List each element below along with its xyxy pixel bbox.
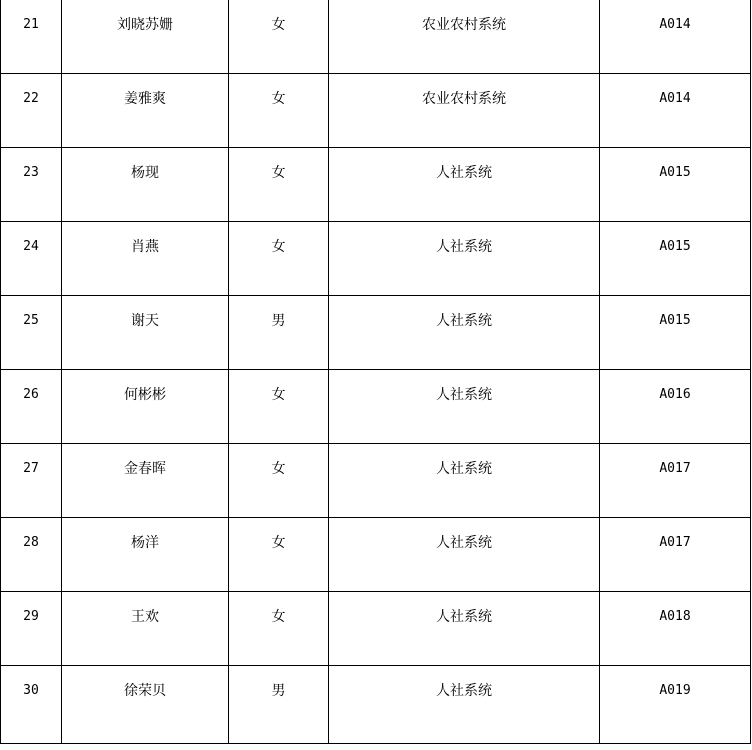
cell-name-text: 金春晖 — [124, 461, 166, 477]
cell-sex — [229, 74, 329, 148]
cell-name — [62, 222, 229, 296]
cell-code — [600, 148, 751, 222]
table-row — [1, 518, 751, 592]
cell-code — [600, 592, 751, 666]
cell-sex — [229, 592, 329, 666]
cell-number-text: 30 — [23, 683, 39, 698]
cell-number-text: 27 — [23, 461, 39, 476]
table-row — [1, 592, 751, 666]
cell-system — [329, 296, 600, 370]
cell-name-text: 姜雅爽 — [124, 91, 166, 107]
cell-number-text: 29 — [23, 609, 39, 624]
cell-name-text: 王欢 — [131, 609, 159, 625]
cell-sex-text: 女 — [271, 17, 286, 33]
cell-sex — [229, 148, 329, 222]
cell-system-text: 人社系统 — [436, 461, 492, 477]
cell-number — [1, 0, 62, 74]
cell-name-text: 肖燕 — [131, 239, 159, 255]
cell-code-text: A017 — [659, 461, 691, 476]
cell-name-text: 何彬彬 — [124, 387, 166, 403]
cell-name — [62, 74, 229, 148]
cell-system-text: 人社系统 — [436, 387, 492, 403]
cell-sex-text: 女 — [271, 609, 286, 625]
cell-code — [600, 518, 751, 592]
cell-system — [329, 666, 600, 744]
cell-sex — [229, 444, 329, 518]
cell-sex — [229, 518, 329, 592]
cell-number — [1, 592, 62, 666]
table-row — [1, 444, 751, 518]
cell-code — [600, 666, 751, 744]
cell-name — [62, 296, 229, 370]
cell-sex — [229, 0, 329, 74]
cell-system-text: 人社系统 — [436, 313, 492, 329]
cell-name-text: 徐荣贝 — [124, 683, 166, 699]
table-row — [1, 0, 751, 74]
cell-number — [1, 222, 62, 296]
cell-code-text: A018 — [659, 609, 691, 624]
cell-system-text: 农业农村系统 — [422, 17, 506, 33]
cell-system-text: 人社系统 — [436, 239, 492, 255]
cell-sex — [229, 296, 329, 370]
cell-sex — [229, 222, 329, 296]
cell-code-text: A016 — [659, 387, 691, 402]
cell-sex-text: 女 — [271, 91, 286, 107]
table-row — [1, 370, 751, 444]
cell-number — [1, 370, 62, 444]
table-row — [1, 296, 751, 370]
table-row — [1, 74, 751, 148]
cell-number — [1, 148, 62, 222]
table-row — [1, 222, 751, 296]
cell-code-text: A015 — [659, 313, 691, 328]
cell-name — [62, 666, 229, 744]
cell-sex-text: 女 — [271, 165, 286, 181]
cell-sex-text: 男 — [271, 313, 286, 329]
cell-name — [62, 518, 229, 592]
cell-system — [329, 74, 600, 148]
cell-number-text: 28 — [23, 535, 39, 550]
cell-number — [1, 444, 62, 518]
cell-number — [1, 666, 62, 744]
cell-code — [600, 222, 751, 296]
cell-number-text: 25 — [23, 313, 39, 328]
cell-system-text: 人社系统 — [436, 683, 492, 699]
cell-number-text: 23 — [23, 165, 39, 180]
cell-sex-text: 男 — [271, 683, 286, 699]
cell-code — [600, 370, 751, 444]
cell-number-text: 26 — [23, 387, 39, 402]
cell-name-text: 刘晓苏姗 — [117, 17, 173, 33]
cell-number — [1, 296, 62, 370]
cell-code-text: A019 — [659, 683, 691, 698]
cell-name-text: 谢天 — [131, 313, 159, 329]
cell-code-text: A015 — [659, 165, 691, 180]
cell-system-text: 人社系统 — [436, 535, 492, 551]
cell-name — [62, 148, 229, 222]
cell-system — [329, 0, 600, 74]
cell-system-text: 人社系统 — [436, 609, 492, 625]
cell-number-text: 24 — [23, 239, 39, 254]
cell-code — [600, 74, 751, 148]
table-row — [1, 666, 751, 744]
cell-sex-text: 女 — [271, 387, 286, 403]
cell-name — [62, 370, 229, 444]
cell-system — [329, 222, 600, 296]
cell-name — [62, 592, 229, 666]
cell-system — [329, 444, 600, 518]
cell-number-text: 22 — [23, 91, 39, 106]
cell-sex-text: 女 — [271, 535, 286, 551]
cell-number — [1, 74, 62, 148]
cell-code — [600, 444, 751, 518]
cell-name-text: 杨洋 — [131, 535, 159, 551]
cell-system-text: 农业农村系统 — [422, 91, 506, 107]
cell-name — [62, 444, 229, 518]
table-row — [1, 148, 751, 222]
cell-name — [62, 0, 229, 74]
cell-code-text: A014 — [659, 91, 691, 106]
cell-number — [1, 518, 62, 592]
cell-code — [600, 296, 751, 370]
cell-name-text: 杨现 — [131, 165, 159, 181]
cell-system — [329, 148, 600, 222]
cell-sex-text: 女 — [271, 239, 286, 255]
cell-system — [329, 592, 600, 666]
cell-code-text: A015 — [659, 239, 691, 254]
cell-system — [329, 370, 600, 444]
cell-sex-text: 女 — [271, 461, 286, 477]
cell-sex — [229, 370, 329, 444]
cell-system-text: 人社系统 — [436, 165, 492, 181]
cell-sex — [229, 666, 329, 744]
cell-system — [329, 518, 600, 592]
cell-code-text: A014 — [659, 17, 691, 32]
cell-number-text: 21 — [23, 17, 39, 32]
cell-code-text: A017 — [659, 535, 691, 550]
cell-code — [600, 0, 751, 74]
